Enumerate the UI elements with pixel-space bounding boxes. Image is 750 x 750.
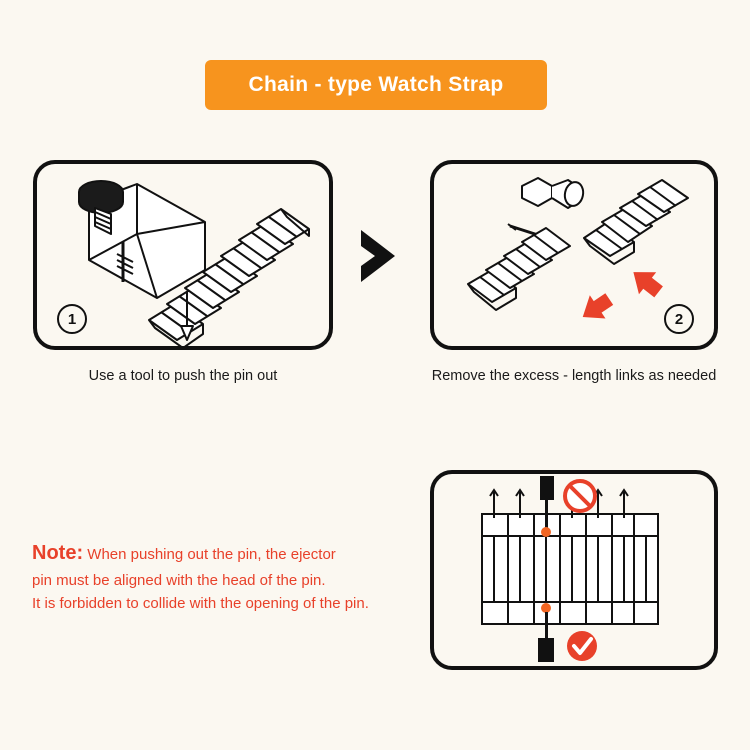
step-1-caption: Use a tool to push the pin out — [88, 368, 278, 384]
page-title: Chain - type Watch Strap — [248, 73, 504, 96]
note-line-2: pin must be aligned with the head of the pin. — [32, 572, 326, 589]
note-line-1: When pushing out the pin, the ejector — [87, 546, 336, 563]
prohibition-icon — [565, 481, 595, 511]
step-1-badge: 1 — [57, 304, 87, 334]
page-title-banner — [205, 60, 547, 110]
chevron-right-icon — [355, 228, 405, 284]
note-line-3: It is forbidden to collide with the opening of the pin. — [32, 595, 369, 613]
pin-alignment-illustration — [434, 474, 714, 666]
step-2-panel — [430, 160, 718, 350]
note-block — [32, 538, 412, 616]
step-2-badge: 2 — [664, 304, 694, 334]
step-1-panel — [33, 160, 333, 350]
step-2-caption: Remove the excess - length links as needed — [431, 368, 717, 384]
pin-alignment-detail-panel — [430, 470, 718, 670]
check-circle-icon — [567, 631, 597, 661]
note-label: Note: — [32, 542, 84, 564]
note-first-line — [32, 538, 412, 569]
